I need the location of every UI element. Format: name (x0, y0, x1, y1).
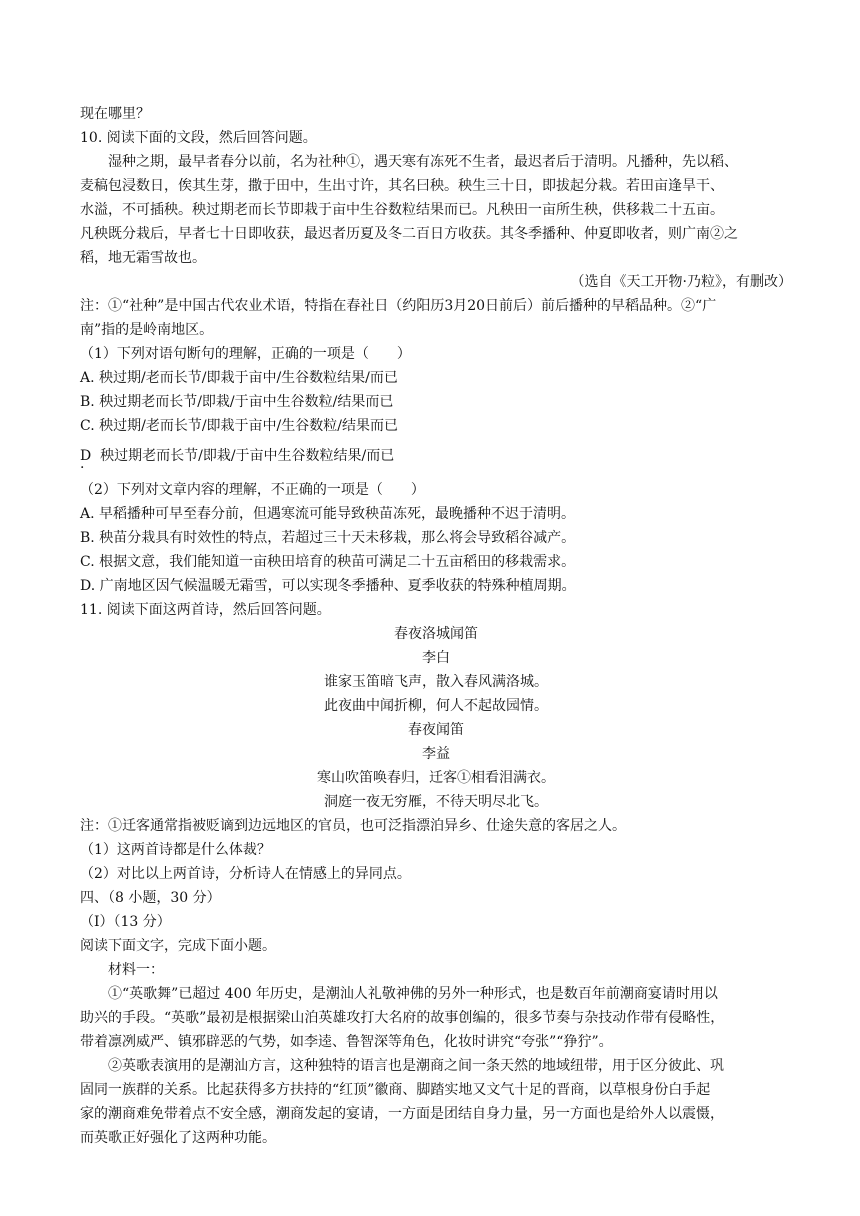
passage-line: 麦稿包浸数日，俟其生芽，撒于田中，生出寸许，其名曰秧。秧生三十日，即拔起分栽。若田亩逢旱干、 (80, 178, 724, 194)
sub-question: （1）这两首诗都是什么体裁？ (80, 842, 271, 858)
option-c: C. 根据文意，我们能知道一亩秧田培育的秧苗可满足二十五亩稻田的移栽需求。 (80, 554, 576, 570)
question-10-heading: 10. 阅读下面的文段，然后回答问题。 (80, 130, 317, 146)
note-line: 注：①迁客通常指被贬谪到边远地区的官员，也可泛指漂泊异乡、仕途失意的客居之人。 (80, 818, 626, 834)
material-line: ①“英歌舞”已超过 400 年历史，是潮汕人礼敬神佛的另外一种形式，也是数百年前潮商宴请时用以 (108, 986, 718, 1002)
poem-author: 李白 (422, 650, 450, 666)
passage-line: 湿种之期，最早者春分以前，名为社种①，遇天寒有冻死不生者，最迟者后于清明。凡播种，先以稻、 (108, 154, 738, 170)
poem-title: 春夜闻笛 (408, 722, 464, 738)
question-11-heading: 11. 阅读下面这两首诗，然后回答问题。 (80, 602, 331, 618)
material-label: 材料一： (108, 962, 164, 978)
sub-question: （2）对比以上两首诗，分析诗人在情感上的异同点。 (80, 866, 411, 882)
option-b: B. 秧苗分栽具有时效性的特点，若超过三十天未移栽，那么将会导致稻谷减产。 (80, 530, 576, 546)
poem-line: 寒山吹笛唤春归，迁客①相看泪满衣。 (317, 770, 555, 786)
instruction: 阅读下面文字，完成下面小题。 (80, 938, 276, 954)
option-b: B. 秧过期老而长节/即栽/于亩中生谷数粒/结果而已 (80, 394, 394, 410)
section-heading: 四、（8 小题，30 分） (80, 890, 221, 906)
passage-line: 凡秧既分栽后，早者七十日即收获，最迟者历夏及冬二百日方收获。其冬季播种、仲夏即收者，则广南②之 (80, 226, 738, 242)
dot-mark: · (80, 460, 85, 476)
passage-line: 水溢，不可插秧。秧过期老而长节即栽于亩中生谷数粒结果而已。凡秧田一亩所生秧，供移栽二十五亩。 (80, 202, 724, 218)
option-a: A. 秧过期/老而长节/即栽于亩中/生谷数粒结果/而已 (80, 370, 398, 386)
material-line: 家的潮商难免带着点不安全感，潮商发起的宴请，一方面是团结自身力量，另一方面也是给外人以震慑， (80, 1106, 724, 1122)
document-page (80, 102, 792, 1150)
sub-question: （2）下列对文章内容的理解，不正确的一项是（ ） (80, 482, 425, 498)
note-line: 南”指的是岭南地区。 (80, 322, 214, 338)
source-citation: （选自《天工开物·乃粒》，有删改） (570, 274, 792, 290)
material-line: 而英歌正好强化了这两种功能。 (80, 1130, 276, 1146)
option-d: D. 广南地区因气候温暖无霜雪，可以实现冬季播种、夏季收获的特殊种植周期。 (80, 578, 576, 594)
passage-line: 稻，地无霜雪故也。 (80, 250, 206, 266)
sub-question: （1）下列对语句断句的理解，正确的一项是（ ） (80, 346, 411, 362)
note-line: 注：①“社种”是中国古代农业术语，特指在春社日（约阳历3月20日前后）前后播种的早稻品种。②“广 (80, 298, 717, 314)
material-line: 固同一族群的关系。比起获得多方扶持的“红顶”徽商、脚踏实地又文气十足的晋商，以草根身份白手起 (80, 1082, 711, 1098)
poem-line: 谁家玉笛暗飞声，散入春风满洛城。 (324, 674, 548, 690)
option-c: C. 秧过期/老而长节/即栽于亩中/生谷数粒/结果而已 (80, 418, 398, 434)
poem-line: 洞庭一夜无穷雁，不待天明尽北飞。 (324, 794, 548, 810)
material-line: 带着凛冽威严、镇邪辟恶的气势，如李逵、鲁智深等角色，化妆时讲究“夸张”“狰狞”。 (80, 1034, 613, 1050)
option-a: A. 早稻播种可早至春分前，但遇寒流可能导致秧苗冻死，最晚播种不迟于清明。 (80, 506, 576, 522)
section-subheading: （Ⅰ）（13 分） (80, 914, 171, 930)
material-line: ②英歌表演用的是潮汕方言，这种独特的语言也是潮商之间一条天然的地域纽带，用于区分彼此、巩 (108, 1058, 724, 1074)
material-line: 助兴的手段。“英歌”最初是根据梁山泊英雄攻打大名府的故事创编的，很多节奏与杂技动作带有侵略性， (80, 1010, 725, 1026)
poem-author: 李益 (422, 746, 450, 762)
text-line: 现在哪里？ (80, 106, 150, 122)
poem-line: 此夜曲中闻折柳，何人不起故园情。 (324, 698, 548, 714)
option-d: D 秧过期老而长节/即栽/于亩中生谷数粒结果/而已 (80, 448, 395, 464)
poem-title: 春夜洛城闻笛 (394, 626, 478, 642)
